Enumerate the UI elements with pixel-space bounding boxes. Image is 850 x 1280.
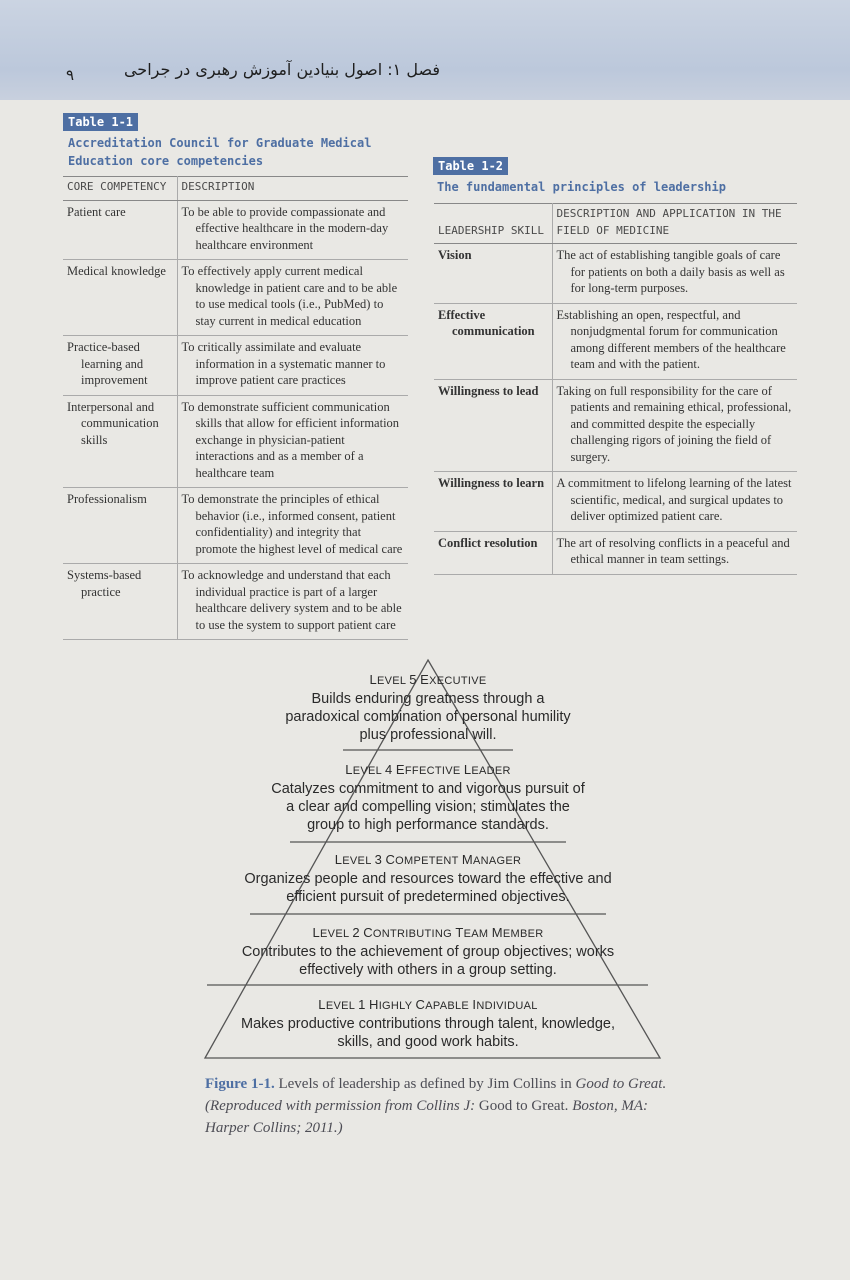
pyramid-level-2	[220, 924, 636, 979]
table2-col-description: DESCRIPTION AND APPLICATION IN THE FIELD OF MEDICINE	[552, 204, 797, 244]
skill-name: Conflict resolution	[438, 535, 538, 550]
competency-description: To acknowledge and understand that each individual practice is part of a larger healthcare delivery system and to be able to use the system to support patient care	[181, 568, 402, 632]
skill-name: Willingness to lead	[438, 383, 539, 398]
figure-caption	[205, 1073, 675, 1139]
competency-name: Professionalism	[67, 492, 147, 506]
table-row	[63, 564, 408, 640]
competency-name: Systems-based practice	[67, 568, 142, 599]
pyramid-level-1	[220, 996, 636, 1051]
level-description: Organizes people and resources toward the effective and efficient pursuit of predetermined objectives.	[244, 871, 612, 905]
level-title: LEVEL 3 COMPETENT MANAGER	[334, 852, 522, 867]
table2-title: The fundamental principles of leadership	[437, 180, 726, 194]
table1-col-description: DESCRIPTION	[177, 177, 408, 201]
skill-description: Taking on full responsibility for the care of patients and remaining ethical, professional, and committed despite the especially challenging rigors of joining the field of surgery.	[556, 383, 792, 464]
pyramid-level-4	[230, 761, 626, 834]
skill-description: Establishing an open, respectful, and nonjudgmental forum for communication among different members of the healthcare team and with the patient.	[556, 307, 786, 371]
skill-description: The art of resolving conflicts in a peaceful and ethical manner in team settings.	[556, 535, 790, 566]
table2-col-skill: LEADERSHIP SKILL	[434, 204, 552, 244]
table1-title: Accreditation Council for Graduate Medical Education core competencies	[68, 136, 372, 168]
table-row	[434, 379, 797, 472]
table-row	[63, 488, 408, 564]
level-description: Catalyzes commitment to and vigorous pursuit of a clear and compelling vision; stimulates the group to high performance standards.	[271, 781, 585, 833]
level-description: Builds enduring greatness through a paradoxical combination of personal humility plus professional will.	[285, 691, 571, 743]
competency-description: To be able to provide compassionate and effective healthcare in the modern-day healthcare environment	[181, 204, 389, 252]
table-row	[434, 472, 797, 532]
skill-name: Effective communication	[438, 307, 535, 338]
level-description: Contributes to the achievement of group objectives; works effectively with others in a group setting.	[241, 944, 615, 978]
table-row	[63, 395, 408, 488]
caption-book-title: Good to Great.	[575, 1076, 667, 1092]
table2-tag: Table 1-2	[433, 157, 508, 175]
pyramid-level-3	[230, 851, 626, 906]
competency-name: Practice-based learning and improvement	[67, 340, 148, 387]
competency-description: To effectively apply current medical knowledge in patient care and to be able to use medical tools (i.e., PubMed) to stay current in medical education	[181, 264, 398, 328]
level-title: LEVEL 5 EXECUTIVE	[369, 672, 487, 687]
skill-description: The act of establishing tangible goals of care for patients on both a daily basis as well as for long-term purposes.	[556, 248, 785, 295]
table1-competencies	[63, 176, 408, 640]
chapter-title: فصل ۱: اصول بنیادین آموزش رهبری در جراحی	[123, 60, 440, 79]
table-row	[63, 200, 408, 260]
competency-description: To demonstrate sufficient communication skills that allow for efficient information exchange in physician-patient interactions and as a member of a healthcare team	[181, 399, 400, 480]
caption-book-title-2: Good to Great.	[478, 1098, 569, 1114]
table-row	[434, 303, 797, 379]
table1-tag: Table 1-1	[63, 113, 138, 131]
table1-col-competency: CORE COMPETENCY	[63, 177, 177, 201]
skill-name: Willingness to learn	[438, 476, 545, 490]
figure-label: Figure 1-1.	[205, 1076, 275, 1092]
competency-description: To demonstrate the principles of ethical behavior (i.e., informed consent, patient confidentiality) and integrity that promote the highest level of medical care	[181, 492, 403, 556]
caption-text: Levels of leadership as defined by Jim Collins in	[278, 1076, 572, 1092]
table-row	[434, 244, 797, 304]
skill-description: A commitment to lifelong learning of the latest scientific, medical, and surgical updates to deliver optimized patient care.	[556, 476, 792, 523]
level-title: LEVEL 1 HIGHLY CAPABLE INDIVIDUAL	[318, 997, 538, 1012]
competency-name: Patient care	[67, 204, 126, 219]
table-row	[63, 260, 408, 336]
level-description: Makes productive contributions through talent, knowledge, skills, and good work habits.	[241, 1016, 615, 1050]
table-row	[63, 336, 408, 396]
table2-leadership-principles	[434, 203, 797, 575]
chapter-header-band	[0, 0, 850, 100]
competency-name: Interpersonal and communication skills	[67, 399, 159, 447]
competency-description: To critically assimilate and evaluate information in a systematic manner to improve patient care practices	[181, 340, 386, 387]
skill-name: Vision	[438, 248, 472, 262]
caption-credit-2: Boston, MA: Harper Collins; 2011.)	[205, 1098, 649, 1136]
pyramid-level-5	[230, 671, 626, 744]
level-title: LEVEL 2 CONTRIBUTING TEAM MEMBER	[312, 925, 544, 940]
page-number: ۹	[66, 66, 75, 84]
caption-credit: (Reproduced with permission from Collins J:	[205, 1098, 476, 1114]
table-row	[434, 531, 797, 574]
competency-name: Medical knowledge	[67, 264, 166, 278]
level-title: LEVEL 4 EFFECTIVE LEADER	[345, 762, 511, 777]
